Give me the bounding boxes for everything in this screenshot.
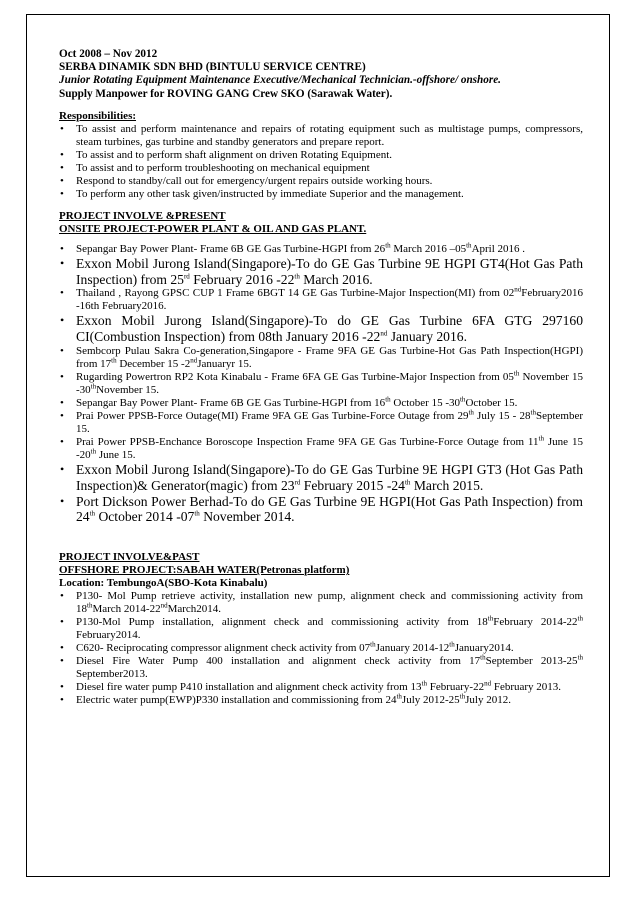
text-run: September 2013-25 [485,655,578,668]
location-line: Location: TembungoA(SBO-Kota Kinabalu) [59,577,268,590]
text-run: November 15. [96,384,160,396]
superscript: th [385,395,391,404]
list-item [59,436,583,462]
text-run: November 15 -30 [76,371,583,396]
company-name: SERBA DINAMIK SDN BHD (BINTULU SERVICE CENTRE) [59,61,366,74]
text-run: January 2016. [387,329,467,345]
text-run: March 2015. [410,477,484,493]
text-run: February 2015 -24 [300,477,405,493]
superscript: nd [514,285,522,294]
superscript: th [513,369,520,378]
text-run: March 2016 –05 [390,242,467,255]
text-run: Thailand , Rayong GPSC CUP 1 Frame 6BGT 14 GE Gas Turbine-Major Inspection(MI) from 02 [76,287,515,300]
text-run: Januaryr 15. [197,358,252,370]
superscript: th [90,382,97,391]
superscript: th [577,653,584,662]
list-item: • To assist and perform maintenance and repairs of rotating equipment such as multistage pumps, compressors, steam turbines, gas turbine and standby generators and prepare report. [59,123,583,149]
superscript: th [111,356,117,365]
superscript: nd [190,356,198,365]
offshore-heading: OFFSHORE PROJECT:SABAH WATER(Petronas platform) [59,564,350,577]
text-run: February 2013. [491,681,562,694]
list-item: • To assist and to perform troubleshooting on mechanical equipment [59,162,583,175]
superscript: th [385,241,391,250]
list-item: • To perform any other task given/instructed by immediate Superior and the management. [59,188,583,201]
text-run: July 2012-25 [401,694,460,707]
text-run: March 2014-22 [92,603,161,616]
text-run: C620- Reciprocating compressor alignment check activity from 07 [76,642,371,655]
list-item [59,616,583,642]
text-run: October 15. [465,397,518,409]
list-item [59,655,583,681]
job-header [59,48,583,101]
list-item [59,345,583,371]
superscript: th [194,509,200,518]
text-run: Electric water pump(EWP)P330 installation and commissioning from 24 [76,694,397,707]
list-item [59,462,583,494]
superscript: rd [183,272,190,281]
text-run: Exxon Mobil Jurong Island(Singapore)-To do GE Gas Turbine 9E HGPI GT4(Hot Gas Path Inspection) from 25 [76,255,583,287]
text-run: June 15 -20 [76,436,583,461]
list-item [59,371,583,397]
text-run: Sepangar Bay Power Plant- Frame 6B GE Gas Turbine-HGPI from 16 [76,397,386,409]
superscript: th [370,640,376,649]
superscript: th [87,601,93,610]
list-item [59,243,583,256]
list-item [59,313,583,345]
job-period: Oct 2008 – Nov 2012 [59,48,158,60]
text-run: January 2014-12 [375,642,450,655]
superscript: rd [294,478,301,487]
list-item [59,410,583,436]
past-projects-list [59,590,583,707]
text-run: April 2016 . [471,242,526,255]
text-run: December 15 -2 [116,358,191,370]
superscript: th [538,434,544,443]
list-item [59,681,583,694]
superscript: th [459,692,466,701]
responsibilities-list [59,123,583,201]
superscript: th [404,478,411,487]
text-run: July 15 - 28 [473,410,531,422]
superscript: th [468,408,474,417]
superscript: th [396,692,402,701]
list-item: • To assist and to perform shaft alignment on driven Rotating Equipment. [59,149,583,162]
superscript: th [89,509,96,518]
text-run: February 2016 -22 [189,271,295,287]
text-run: Prai Power PPSB-Enchance Boroscope Inspection Frame 9FA GE Gas Turbine-Force Outage from 11 [76,436,539,448]
text-run: Sepangar Bay Power Plant- Frame 6B GE Gas Turbine-HGPI from 26 [76,242,386,255]
text-run: Exxon Mobil Jurong Island(Singapore)-To do GE Gas Turbine 9E HGPI GT3 (Hot Gas Path Inspection)& Generator(magic) from 23 [76,462,583,493]
superscript: nd [160,601,168,610]
text-run: March2014. [167,603,222,616]
responsibilities-heading: Responsibilities: [59,109,137,122]
text-run: September 15. [76,410,583,435]
text-run: Exxon Mobil Jurong Island(Singapore)-To do GE Gas Turbine 6FA GTG 297160 CI(Combustion Inspection) from 08th January 2016 -22 [76,313,583,345]
text-run: Rugarding Powertron RP2 Kota Kinabalu - Frame 6FA GE Gas Turbine-Major Inspection from 05 [76,371,514,383]
superscript: th [530,408,536,417]
superscript: th [421,679,427,688]
superscript: th [466,241,472,250]
superscript: nd [484,679,492,688]
text-run: Diesel fire water pump P410 installation and alignment check activity from 13 [76,681,422,694]
superscript: th [294,272,300,281]
superscript: th [480,653,486,662]
superscript: th [487,614,494,623]
list-item [59,694,583,707]
superscript: th [577,614,583,623]
superscript: th [449,640,455,649]
text-run: February 2014-22 [493,616,578,629]
list-item: • Respond to standby/call out for emergency/urgent repairs outside working hours. [59,175,583,188]
onsite-heading: ONSITE PROJECT-POWER PLANT & OIL AND GAS PLANT. [59,222,367,235]
text-run: January2014. [454,642,514,655]
superscript: nd [380,329,388,338]
text-run: October 15 -30 [390,397,460,409]
list-item [59,256,583,288]
text-run: Sembcorp Pulau Sakra Co-generation,Singapore - Frame 9FA GE Gas Turbine-Hot Gas Path Inspection(HGPI) from 17 [76,345,583,370]
present-projects-list [59,243,583,525]
list-item [59,494,583,526]
text-run: September2013. [76,668,148,681]
text-run: P130-Mol Pump installation, alignment check and commissioning activity from 18 [76,616,488,629]
text-run: July 2012. [465,694,511,707]
text-run: October 2014 -07 [95,509,195,525]
text-run: November 2014. [199,509,295,525]
text-run: Diesel Fire Water Pump 400 installation and alignment check activity from 17 [76,655,481,668]
present-heading: PROJECT INVOLVE &PRESENT [59,209,226,222]
text-run: Port Dickson Power Berhad-To do GE Gas Turbine 9E HGPI(Hot Gas Path Inspection) from 24 [76,493,583,525]
list-item [59,287,583,313]
superscript: th [459,395,466,404]
superscript: th [90,447,97,456]
document-body [59,48,583,707]
past-heading: PROJECT INVOLVE&PAST [59,551,200,564]
job-supply: Supply Manpower for ROVING GANG Crew SKO (Sarawak Water). [59,87,393,100]
text-run: June 15. [96,449,136,461]
list-item [59,642,583,655]
text-run: February2016 -16th February2016. [76,287,583,313]
text-run: March 2016. [299,271,373,287]
job-position: Junior Rotating Equipment Maintenance Executive/Mechanical Technician.-offshore/ onshore. [59,74,501,87]
text-run: Prai Power PPSB-Force Outage(MI) Frame 9FA GE Gas Turbine-Force Outage from 29 [76,410,469,422]
text-run: February-22 [426,681,485,694]
text-run: P130- Mol Pump retrieve activity, installation new pump, alignment check and commissioning activity from 18 [76,590,583,616]
text-run: February2014. [76,629,141,642]
list-item [59,397,583,410]
list-item [59,590,583,616]
